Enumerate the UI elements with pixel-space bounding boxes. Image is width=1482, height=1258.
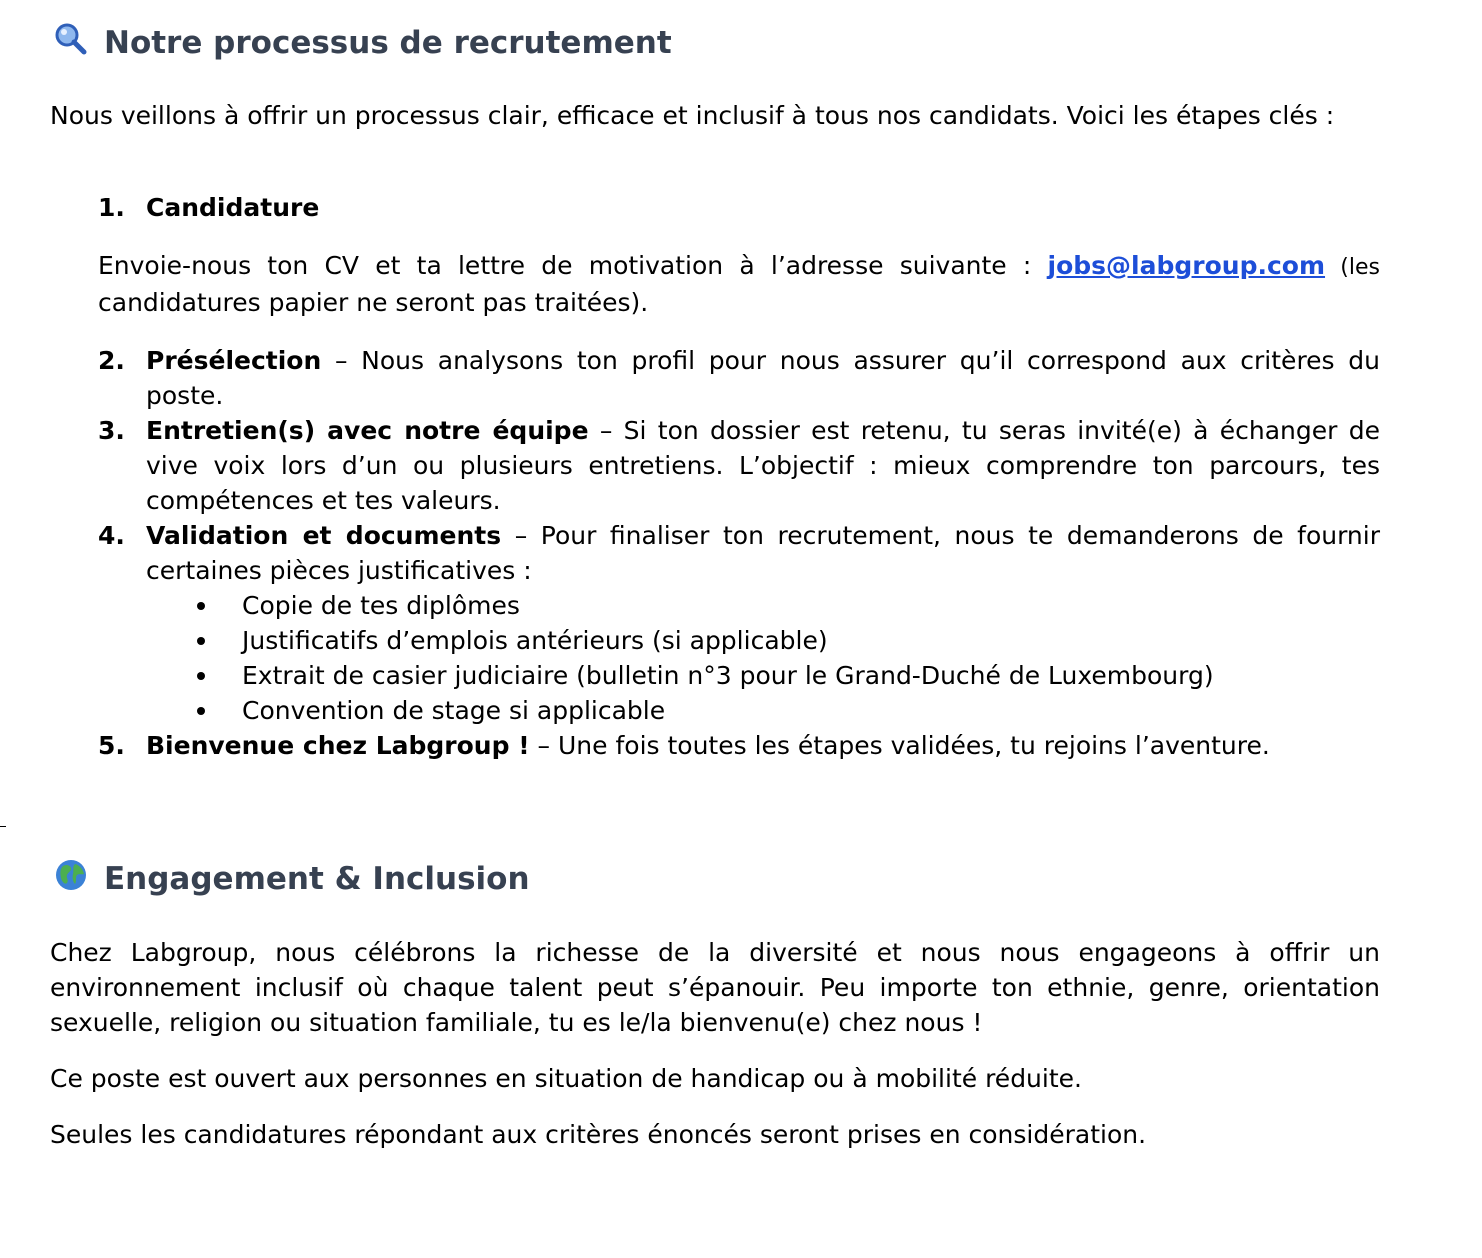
bullet-icon xyxy=(197,672,205,680)
list-item xyxy=(146,693,1380,728)
email-link[interactable]: jobs@labgroup.com xyxy=(1047,251,1326,280)
step-text: – Pour finaliser ton recrutement, nous te demanderons de fournir certaines pièces justificatives : xyxy=(146,521,1380,585)
list-item xyxy=(146,588,1380,623)
inclusion-title: Engagement & Inclusion xyxy=(104,861,530,897)
list-item-text: Convention de stage si applicable xyxy=(242,696,666,725)
magnifying-glass-icon xyxy=(54,22,88,64)
recruitment-title: Notre processus de recrutement xyxy=(104,25,672,61)
documents-bullet-list xyxy=(146,588,1380,728)
inclusion-paragraph: Chez Labgroup, nous célébrons la richesse de la diversité et nous nous engageons à offrir un environnement inclusif où chaque talent peut s’épanouir. Peu importe ton ethnie, genre, orientation sexuelle, religion ou situation familiale, tu es le/la bienvenu(e) chez nous ! xyxy=(50,938,1380,1037)
step-item-1 xyxy=(50,190,1380,225)
step-number: 3. xyxy=(98,416,125,445)
recruitment-heading xyxy=(54,22,672,64)
step-title: Bienvenue chez Labgroup ! xyxy=(146,731,530,760)
accessibility-paragraph: Ce poste est ouvert aux personnes en situation de handicap ou à mobilité réduite. xyxy=(50,1064,1082,1093)
step-item-2 xyxy=(50,343,1380,413)
criteria-paragraph: Seules les candidatures répondant aux critères énoncés seront prises en considération. xyxy=(50,1120,1147,1149)
list-item xyxy=(146,623,1380,658)
list-item-text: Justificatifs d’emplois antérieurs (si applicable) xyxy=(242,626,828,655)
globe-icon xyxy=(54,858,88,900)
step-1-paren: (les xyxy=(1325,255,1380,280)
list-item xyxy=(146,658,1380,693)
step-number: 1. xyxy=(98,193,125,222)
step-item-4 xyxy=(50,518,1380,728)
bullet-icon xyxy=(197,637,205,645)
bullet-icon xyxy=(197,707,205,715)
step-number: 2. xyxy=(98,346,125,375)
step-title: Entretien(s) avec notre équipe xyxy=(146,416,589,445)
step-text: – Une fois toutes les étapes validées, tu rejoins l’aventure. xyxy=(529,731,1270,760)
step-number: 5. xyxy=(98,731,125,760)
step-item-5 xyxy=(50,728,1380,763)
step-text: – Nous analysons ton profil pour nous assurer qu’il correspond aux critères du poste. xyxy=(146,346,1380,410)
step-number: 4. xyxy=(98,521,125,550)
list-item-text: Extrait de casier judiciaire (bulletin n°3 pour le Grand-Duché de Luxembourg) xyxy=(242,661,1214,690)
step-1-text-end: candidatures papier ne seront pas traitées). xyxy=(98,288,649,317)
step-1-text: Envoie-nous ton CV et ta lettre de motivation à l’adresse suivante : xyxy=(98,251,1048,280)
inclusion-heading xyxy=(54,858,530,900)
bullet-icon xyxy=(197,602,205,610)
margin-marker xyxy=(0,826,6,827)
step-title: Validation et documents xyxy=(146,521,502,550)
step-text: – Si ton dossier est retenu, tu seras invité(e) à échanger de vive voix lors d’un ou plusieurs entretiens. L’objectif : mieux comprendre ton parcours, tes compétences et tes valeurs. xyxy=(146,416,1380,515)
recruitment-steps-list xyxy=(50,190,1380,763)
step-1-description xyxy=(50,248,1380,320)
step-title: Candidature xyxy=(146,193,320,222)
recruitment-intro: Nous veillons à offrir un processus clair, efficace et inclusif à tous nos candidats. Voici les étapes clés : xyxy=(50,101,1335,130)
step-item-3 xyxy=(50,413,1380,518)
list-item-text: Copie de tes diplômes xyxy=(242,591,520,620)
step-title: Présélection xyxy=(146,346,322,375)
